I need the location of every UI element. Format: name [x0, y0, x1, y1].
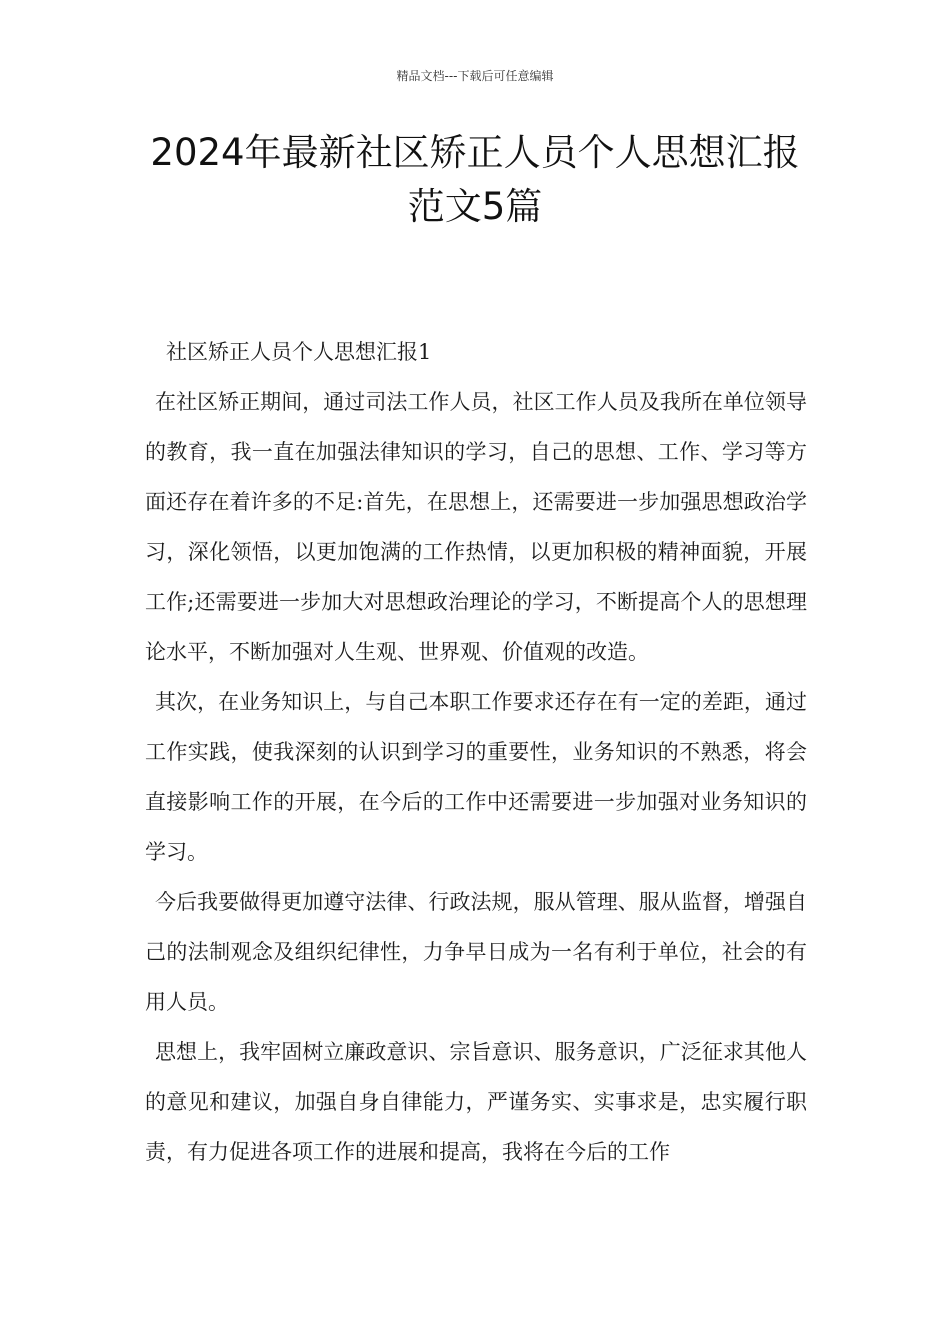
- paragraph-3: 今后我要做得更加遵守法律、行政法规，服从管理、服从监督，增强自己的法制观念及组织纪律性，力争早日成为一名有利于单位，社会的有用人员。: [145, 890, 807, 1014]
- header-note: 精品文档---下载后可任意编辑: [396, 69, 554, 83]
- title-line-2: 范文5篇: [407, 185, 543, 228]
- document-body: [145, 327, 807, 1177]
- paragraph-4: 思想上，我牢固树立廉政意识、宗旨意识、服务意识，广泛征求其他人的意见和建议，加强自身自律能力，严谨务实、实事求是，忠实履行职责，有力促进各项工作的进展和提高，我将在今后的工作: [145, 1040, 807, 1164]
- paragraph-1: 在社区矫正期间，通过司法工作人员，社区工作人员及我所在单位领导的教育，我一直在加强法律知识的学习，自己的思想、工作、学习等方面还存在着许多的不足:首先，在思想上，还需要进一步加强思想政治学习，深化领悟，以更加饱满的工作热情，以更加积极的精神面貌，开展工作;还需要进一步加大对思想政治理论的学习，不断提高个人的思想理论水平，不断加强对人生观、世界观、价值观的改造。: [145, 390, 807, 664]
- paragraph-2: 其次，在业务知识上，与自己本职工作要求还存在有一定的差距，通过工作实践，使我深刻的认识到学习的重要性，业务知识的不熟悉，将会直接影响工作的开展，在今后的工作中还需要进一步加强对业务知识的学习。: [145, 690, 807, 864]
- document-title: [100, 126, 850, 234]
- title-line-1: 2024年最新社区矫正人员个人思想汇报: [150, 131, 800, 174]
- section-title: 社区矫正人员个人思想汇报1: [166, 340, 432, 364]
